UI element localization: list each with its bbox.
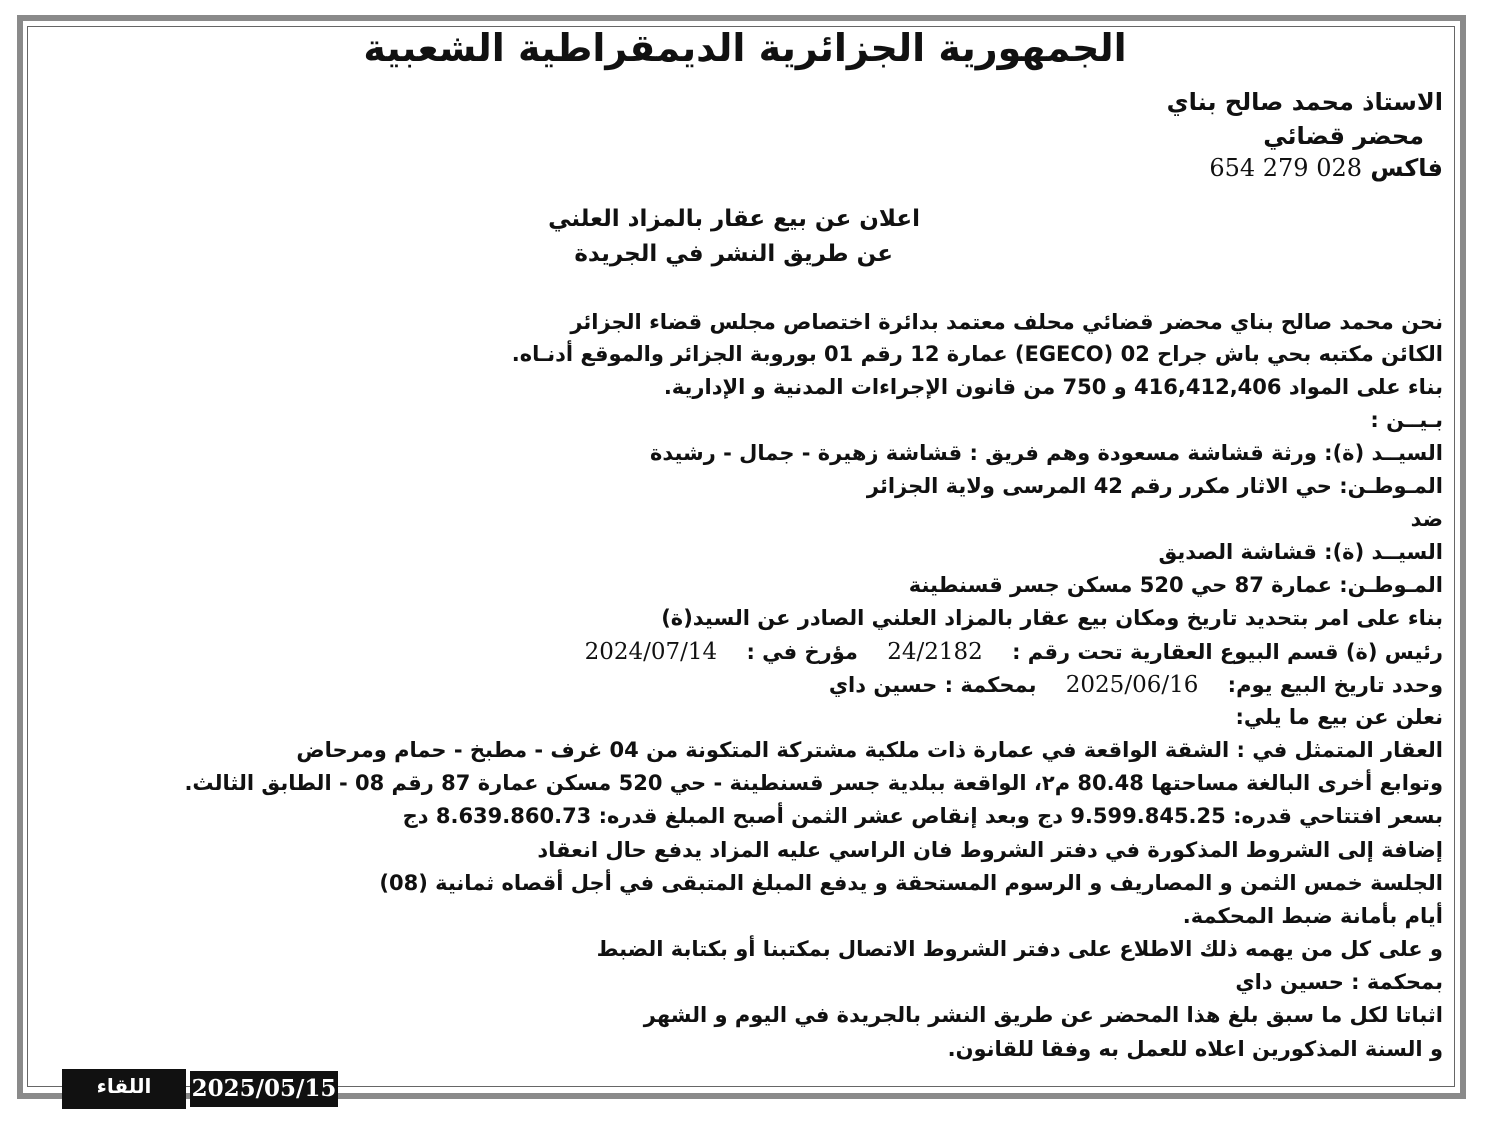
party-2-address: المـوطـن: عمارة 87 حي 520 مسكن جسر قسنطينة: [908, 573, 1443, 597]
announcement-title-2: عن طريق النشر في الجريدة: [574, 241, 893, 267]
party-2: السيــد (ة): قشاشة الصديق: [1158, 540, 1443, 564]
order-date: 2024/07/14: [584, 639, 718, 665]
announcement-title-1: اعلان عن بيع عقار بالمزاد العلني: [548, 206, 920, 232]
order-details: [585, 639, 1443, 665]
price-line: بسعر افتتاحي قدره: 9.599.845.25 دج وبعد إنقاص عشر الثمن أصبح المبلغ قدره: 8.639.860.73 دج: [402, 804, 1443, 828]
body-line-23: و السنة المذكورين اعلاه للعمل به وفقا للقانون.: [947, 1037, 1443, 1061]
sale-date: 2025/06/16: [1065, 672, 1199, 698]
body-line-2: الكائن مكتبه بحي باش جراح 02 (EGECO) عمارة 12 رقم 01 بوروبة الجزائر والموقع أدنـاه.: [511, 342, 1443, 366]
bailiff-name: الاستاذ محمد صالح بناي: [1166, 88, 1443, 116]
sale-court: بمحكمة : حسين داي: [828, 673, 1037, 697]
body-line-17: إضافة إلى الشروط المذكورة في دفتر الشروط فان الراسي عليه المزاد يدفع حال انعقاد: [537, 838, 1443, 862]
bailiff-title: محضر قضائي: [1263, 122, 1424, 150]
sale-date-line: [829, 672, 1443, 698]
party-1: السيــد (ة): ورثة قشاشة مسعودة وهم فريق : قشاشة زهيرة - جمال - رشيدة: [649, 441, 1443, 465]
party-1-address: المـوطـن: حي الاثار مكرر رقم 42 المرسى ولاية الجزائر: [866, 474, 1443, 498]
body-line-4: بـيــن :: [1370, 408, 1443, 432]
versus: ضد: [1410, 507, 1443, 531]
body-line-1: نحن محمد صالح بناي محضر قضائي محلف معتمد بدائرة اختصاص مجلس قضاء الجزائر: [570, 310, 1443, 334]
republic-title: الجمهورية الجزائرية الديمقراطية الشعبية: [363, 26, 1127, 70]
body-line-21: بمحكمة : حسين داي: [1235, 970, 1443, 994]
order-label: رئيس (ة) قسم البيوع العقارية تحت رقم :: [1012, 640, 1443, 664]
sale-date-label: وحدد تاريخ البيع يوم:: [1227, 673, 1443, 697]
property-line-1: العقار المتمثل في : الشقة الواقعة في عمارة ذات ملكية مشتركة المتكونة من 04 غرف - مطبخ - حمام ومرحاض: [296, 738, 1443, 762]
fax-number: 028 279 654: [1209, 154, 1363, 182]
property-line-2: وتوابع أخرى البالغة مساحتها 80.48 م٢، الواقعة ببلدية جسر قسنطينة - حي 520 مسكن عمارة 87 رقم 08 - الطابق الثالث.: [184, 771, 1443, 795]
body-line-3: بناء على المواد 416,412,406 و 750 من قانون الإجراءات المدنية و الإدارية.: [663, 375, 1443, 399]
fax-line: [1209, 154, 1443, 182]
body-line-22: اثباتا لكل ما سبق بلغ هذا المحضر عن طريق النشر بالجريدة في اليوم و الشهر: [643, 1003, 1443, 1027]
publication-badge: اللقاء: [62, 1069, 186, 1109]
publication-date-badge: 2025/05/15: [190, 1071, 338, 1107]
body-line-18: الجلسة خمس الثمن و المصاريف و الرسوم المستحقة و يدفع المبلغ المتبقى في أجل أقصاه ثمانية (08): [379, 871, 1443, 895]
order-dated-label: مؤرخ في :: [746, 640, 858, 664]
body-line-13: نعلن عن بيع ما يلي:: [1235, 705, 1443, 729]
fax-label: فاكس: [1370, 154, 1443, 182]
order-number: 24/2182: [887, 639, 983, 665]
body-line-20: و على كل من يهمه ذلك الاطلاع على دفتر الشروط الاتصال بمكتبنا أو بكتابة الضبط: [596, 937, 1443, 961]
order-line: بناء على امر بتحديد تاريخ ومكان بيع عقار بالمزاد العلني الصادر عن السيد(ة): [661, 606, 1443, 630]
body-line-19: أيام بأمانة ضبط المحكمة.: [1182, 904, 1443, 928]
